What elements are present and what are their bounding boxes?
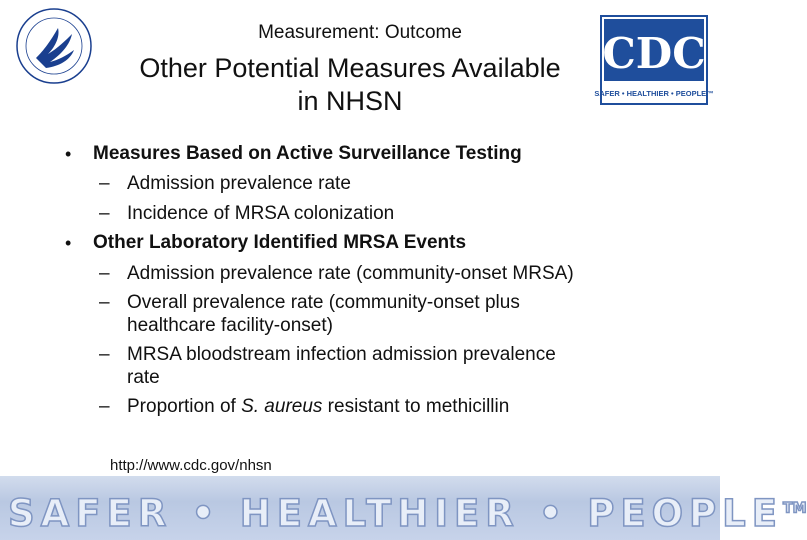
slide-kicker: Measurement: Outcome xyxy=(258,22,462,43)
dash-icon: – xyxy=(99,173,110,194)
bullet-icon: • xyxy=(65,144,72,164)
bullet-2-item-2-cont: healthcare facility-onset) xyxy=(127,315,333,336)
bullet-1-item-2: Incidence of MRSA colonization xyxy=(127,203,395,224)
cdc-letters: CDC xyxy=(602,29,706,78)
dash-icon: – xyxy=(99,396,110,417)
bullet-2-item-4 xyxy=(127,396,509,418)
bullet-2-item-2: Overall prevalence rate (community-onset plus xyxy=(127,292,520,313)
item-prefix: Proportion of xyxy=(127,396,242,417)
footer-text: SAFER • HEALTHIER • PEOPLE xyxy=(8,492,784,535)
bullet-1-label: Measures Based on Active Surveillance Testing xyxy=(93,143,522,164)
slide-title xyxy=(80,52,620,118)
bullet-2-item-1: Admission prevalence rate (community-onset MRSA) xyxy=(127,263,574,284)
bullet-2-item-3: MRSA bloodstream infection admission prevalence xyxy=(127,344,556,365)
bullet-1-item-1: Admission prevalence rate xyxy=(127,173,351,194)
title-line-2: in NHSN xyxy=(297,86,403,116)
footer-banner xyxy=(0,476,807,540)
footer-tm: TM xyxy=(783,500,807,517)
title-line-1: Other Potential Measures Available xyxy=(139,53,561,83)
cdc-tagline: SAFER • HEALTHIER • PEOPLE™ xyxy=(594,89,714,98)
item-italic: S. aureus xyxy=(241,396,323,417)
dash-icon: – xyxy=(99,263,110,284)
dash-icon: – xyxy=(99,203,110,224)
dash-icon: – xyxy=(99,292,110,313)
footer-tagline xyxy=(8,492,807,535)
item-suffix: resistant to methicillin xyxy=(322,396,510,417)
dash-icon: – xyxy=(99,344,110,365)
bullet-2-label: Other Laboratory Identified MRSA Events xyxy=(93,232,467,253)
bullet-icon: • xyxy=(65,233,72,253)
nhsn-link[interactable]: http://www.cdc.gov/nhsn xyxy=(110,457,272,474)
bullet-2-item-3-cont: rate xyxy=(127,367,160,388)
